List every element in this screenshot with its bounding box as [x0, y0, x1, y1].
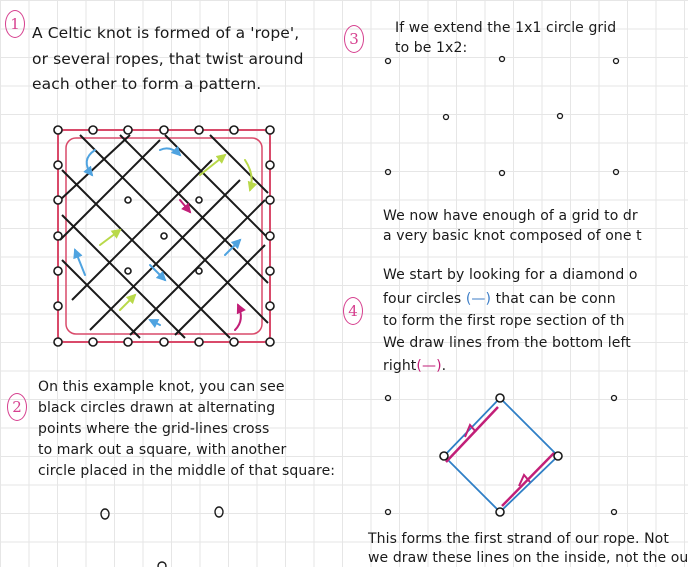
section-1-line-1: A Celtic knot is formed of a 'rope', [32, 24, 300, 42]
section-4-grid-circles [386, 396, 617, 515]
blue-diamond [444, 398, 558, 512]
section-2-line-5: circle placed in the middle of that square: [38, 463, 336, 479]
section-4-line-7: we draw these lines on the inside, not the ou [368, 550, 688, 566]
section-3-line-4: a very basic knot composed of one t [383, 228, 642, 244]
section-4-line-2-a: four circles [383, 291, 462, 307]
section-2-grid-circles [101, 507, 223, 567]
section-2-number-label: 2 [12, 398, 22, 416]
section-4-line-3: to form the first rope section of th [383, 313, 625, 329]
section-4-number-label: 4 [348, 302, 358, 320]
section-3-number-label: 3 [349, 30, 359, 48]
section-3-line-3: We now have enough of a grid to dr [383, 208, 638, 224]
section-2-line-2: black circles drawn at alternating [38, 400, 276, 416]
section-4-line-6: This forms the first strand of our rope. Not [368, 531, 669, 547]
section-4-line-5-c: . [441, 358, 447, 374]
section-3-line-1: If we extend the 1x1 circle grid [395, 20, 617, 36]
section-1-line-3: each other to form a pattern. [32, 75, 262, 93]
section-4-line-5-a: right [383, 358, 417, 374]
section-3-line-2: to be 1x2: [395, 40, 468, 56]
section-3-grid-circles [386, 57, 619, 176]
section-4-line-1: We start by looking for a diamond o [383, 267, 638, 283]
section-1-line-2: or several ropes, that twist around [32, 50, 304, 68]
celtic-knot-illustration [54, 126, 274, 346]
section-4-diamond-diagram [386, 394, 617, 516]
magenta-strand-top [446, 407, 498, 462]
magenta-line-legend: (—) [416, 358, 442, 374]
section-1-number-label: 1 [10, 15, 20, 33]
section-4-line-4: We draw lines from the bottom left [383, 335, 631, 351]
blue-line-legend: (—) [465, 291, 492, 307]
section-2-line-1: On this example knot, you can see [38, 379, 285, 395]
section-4-line-2-c: that can be conn [495, 291, 616, 307]
section-2-line-3: points where the grid-lines cross [38, 421, 270, 437]
diamond-corner-circles [440, 394, 562, 516]
section-2-line-4: to mark out a square, with another [38, 442, 287, 458]
